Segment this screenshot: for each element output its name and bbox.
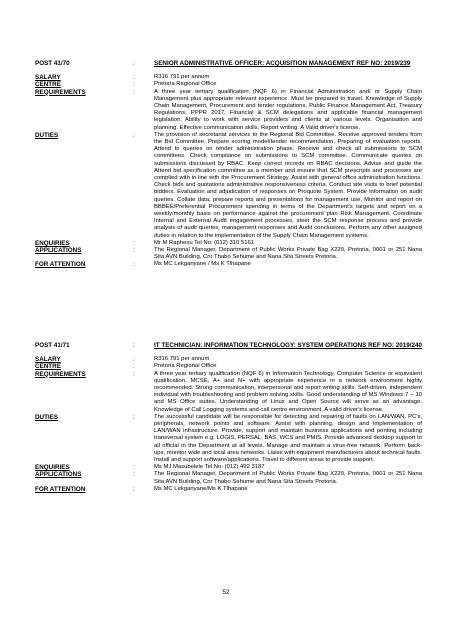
requirements-text: A three year tertiary qualification (NQF 6) in Financial Administration and/ or Supply Chain Management plus appropriate relevant experience. Must be prepared to travel. Knowledge of Supply Chain Management, Procurement and tender regulations, Public Finance Management Act, Treasury Regulations, PPPR 2017, Financial & SCM delegations and applicable financial management legislation. Ability to work with service providers and clients at various levels. Organisation and planning. Effective communication skills. Report writing. A Valid driver's license. bbox=[154, 88, 422, 131]
duties-label: DUTIES bbox=[35, 413, 59, 421]
salary-value: R316 791 per annum bbox=[154, 356, 210, 363]
post-41-70: POST 41/70 : SENIOR ADMINISTRATIVE OFFICER: ACQUISITION MANAGEMENT REF NO: 2019/239 SALARY : R316 791 per annum CENTRE : Pretoria Regional Office REQUIREMENTS : A three year tertiary qualification (NQF 6) in Financial Administration and/ or Supply Chain Management plus appropriate relevant experience. Must be prepared to travel. Knowledge of Supply Chain Management, Procurement and tender regulations, Public Finance Management Act, Treasury Regulations, PPPR 2017, Financial & SCM delegations and applicable financial management legislation. Ability to work with service providers and clients at various levels. Organisation and planning. Effective communication skills. Report writing. A Valid driver's license. DUTIES : The provision of secretariat services to the Regional Bid Committee. Receive approved tenders from the Bid Committee. Prepare scoring model/tender recommendation. Preparing of evaluation reports. Attend to queries on tender administration phase. Receive and check all submissions to SCM committees. Check compliance on submissions to SCM committee. Communicate queries on submissions discussed by RBAC. Keep correct records on RBAC decisions. Advise and guide the Attend bid specification committee as a member and ensure that SCM prescripts and processes are complied with in line with the Procurement Strategy. Assist with general office administration functions. Check bids and quotations administrative responsiveness criteria. Conduct site visits to brief potential bidders. Evaluation and adjudication of responses on Proquote System. Provide information on audit queries. Collate data; prepare reports and presentations for management use, Monitor and report on BBBEE/Preferential Procurement spending in terms of the Department's targets and report on a weekly/monthly basis on performance against the procurement plan Risk Management. Coordinate Internal and External Audit engagement processes, steer the SCM response process and provide analysis of audit queries, management responses and Audit conclusions. Perform any other assigned duties in relation to the implementation of the Supply Chain Management systems. ENQUIRIES : Mr M Raphesu Tel No: (012) 310 5161 APPLICATIONS : The Regional Manager, Department of Public Works Private Bag X229, Pretoria, 0001 or 251 Nana Sita AVN Building, Cnr Thabo Sehume and Nana Sita Streets Pretoria. FOR ATTENTION : Ms MC Lekganyane / Ms K Tlhapane bbox=[35, 60, 422, 269]
duties-text: The provision of secretariat services to the Regional Bid Committee. Receive approved tenders from the Bid Committee. Prepare scoring model/tender recommendation. Preparing of evaluation reports. Attend to queries on tender administration phase. Receive and check all submissions to SCM committees. Check compliance on submissions to SCM committee. Communicate queries on submissions discussed by RBAC. Keep correct records on RBAC decisions. Advise and guide the Attend bid specification committee as a member and ensure that SCM prescripts and processes are complied with in line with the Procurement Strategy. Assist with general office administration functions. Check bids and quotations administrative responsiveness criteria. Conduct site visits to brief potential bidders. Evaluation and adjudication of responses on Proquote System. Provide information on audit queries. Collate data; prepare reports and presentations for management use, Monitor and report on BBBEE/Preferential Procurement spending in terms of the Department's targets and report on a weekly/monthly basis on performance against the procurement plan Risk Management. Coordinate Internal and External Audit engagement processes, steer the SCM response process and provide analysis of audit queries, management responses and Audit conclusions. Perform any other assigned duties in relation to the implementation of the Supply Chain Management systems. bbox=[154, 131, 422, 239]
requirements-text: A three year tertiary qualification (NQF 6) in Information Technology, Computer Science or equivalent qualification. MCSE, A+ and N+ with appropriate experience in a network environment highly recommended. Strong communication, interpersonal and report writing skills. Self-driven, independent individual with troubleshooting and problem solving skills. Good understanding of MS Windows 7 – 10 and MS Office suites. Understanding of Linux and Open Source will serve as an advantage. Knowledge of Call Logging systems and call centre environment. A valid driver's license. bbox=[154, 370, 422, 413]
centre-label: CENTRE bbox=[35, 81, 61, 89]
post-41-71: POST 41/71 : IT TECHNICIAN: INFORMATION TECHNOLOGY: SYSTEM OPERATIONS REF NO: 2019/240 SALARY : R316 791 per annum CENTRE : Pretoria Regional Office REQUIREMENTS : A three year tertiary qualification (NQF 6) in Information Technology, Computer Science or equivalent qualification. MCSE, A+ and N+ with appropriate experience in a network environment highly recommended. Strong communication, interpersonal and report writing skills. Self-driven, independent individual with troubleshooting and problem solving skills. Good understanding of MS Windows 7 – 10 and MS Office suites. Understanding of Linux and Open Source will serve as an advantage. Knowledge of Call Logging systems and call centre environment. A valid driver's license. DUTIES : The successful candidate will be responsible for detecting and repairing of faults on LAN/WAN, PC's, peripherals, network points and software. Assist with planning, design and implementation of LAN/WAN infrastructure. Provide, support and maintain business applications and printing including transversal system e.g. LOGIS, PERSAL, BAS, WCS and PMIS. Provide advanced desktop support to all official in the Department at all levels. Manage and maintain a virus-free network. Perform back-ups, monitor wide and local area networks. Liaise with equipment manufacturers about technical faults. Install and support software/applications. Travel to different areas to provide support. ENQUIRIES : Ms MJ Masubelele Tel No: (012) 492 3187 APPLICATIONS : The Regional Manager, Department of Public Works Private Bag X229, Pretoria, 0001 or 251 Nana Sita AVN Building, Cnr Thabo Sehume and Nana Sita Streets Pretoria. FOR ATTENTION : Ms MC Lekganyane/Ms K Tlhapane bbox=[35, 342, 422, 493]
requirements-label: REQUIREMENTS bbox=[35, 370, 86, 378]
page-number: 52 bbox=[222, 589, 230, 596]
centre-value: Pretoria Regional Office bbox=[154, 81, 217, 88]
enquiries-value: Ms MJ Masubelele Tel No: (012) 492 3187 bbox=[154, 464, 265, 471]
applications-label: APPLICATIONS bbox=[35, 471, 82, 479]
attention-value: Ms MC Lekganyane / Ms K Tlhapane bbox=[154, 261, 251, 268]
duties-label: DUTIES bbox=[35, 131, 59, 139]
attention-label: FOR ATTENTION bbox=[35, 485, 86, 493]
post-title: IT TECHNICIAN: INFORMATION TECHNOLOGY: SYSTEM OPERATIONS REF NO: 2019/240 bbox=[154, 342, 422, 349]
requirements-label: REQUIREMENTS bbox=[35, 88, 86, 96]
centre-label: CENTRE bbox=[35, 363, 61, 371]
attention-value: Ms MC Lekganyane/Ms K Tlhapane bbox=[154, 485, 248, 492]
salary-label: SALARY bbox=[35, 74, 61, 82]
enquiries-label: ENQUIRIES bbox=[35, 239, 70, 247]
applications-text: The Regional Manager, Department of Public Works Private Bag X229, Pretoria, 0001 or 251 Nana Sita AVN Building, Cnr Thabo Sehume and Nana Sita Streets Pretoria. bbox=[154, 247, 422, 261]
post-number: POST 41/71 bbox=[35, 342, 70, 349]
attention-label: FOR ATTENTION bbox=[35, 261, 86, 269]
centre-value: Pretoria Regional Office bbox=[154, 363, 217, 370]
salary-value: R316 791 per annum bbox=[154, 74, 210, 81]
applications-text: The Regional Manager, Department of Public Works Private Bag X229, Pretoria, 0001 or 251 Nana Sita AVN Building, Cnr Thabo Sehume and Nana Sita Streets Pretoria. bbox=[154, 471, 422, 485]
enquiries-value: Mr M Raphesu Tel No: (012) 310 5161 bbox=[154, 239, 255, 246]
duties-text: The successful candidate will be responsible for detecting and repairing of faults on LAN/WAN, PC's, peripherals, network points and software. Assist with planning, design and implementation of LAN/WAN infrastructure. Provide, support and maintain business applications and printing including transversal system e.g. LOGIS, PERSAL, BAS, WCS and PMIS. Provide advanced desktop support to all official in the Department at all levels. Manage and maintain a virus-free network. Perform back-ups, monitor wide and local area networks. Liaise with equipment manufacturers about technical faults. Install and support software/applications. Travel to different areas to provide support. bbox=[154, 413, 422, 464]
salary-label: SALARY bbox=[35, 356, 61, 364]
enquiries-label: ENQUIRIES bbox=[35, 464, 70, 472]
applications-label: APPLICATIONS bbox=[35, 247, 82, 255]
post-title: SENIOR ADMINISTRATIVE OFFICER: ACQUISITION MANAGEMENT REF NO: 2019/239 bbox=[154, 60, 411, 67]
post-number: POST 41/70 bbox=[35, 60, 70, 67]
